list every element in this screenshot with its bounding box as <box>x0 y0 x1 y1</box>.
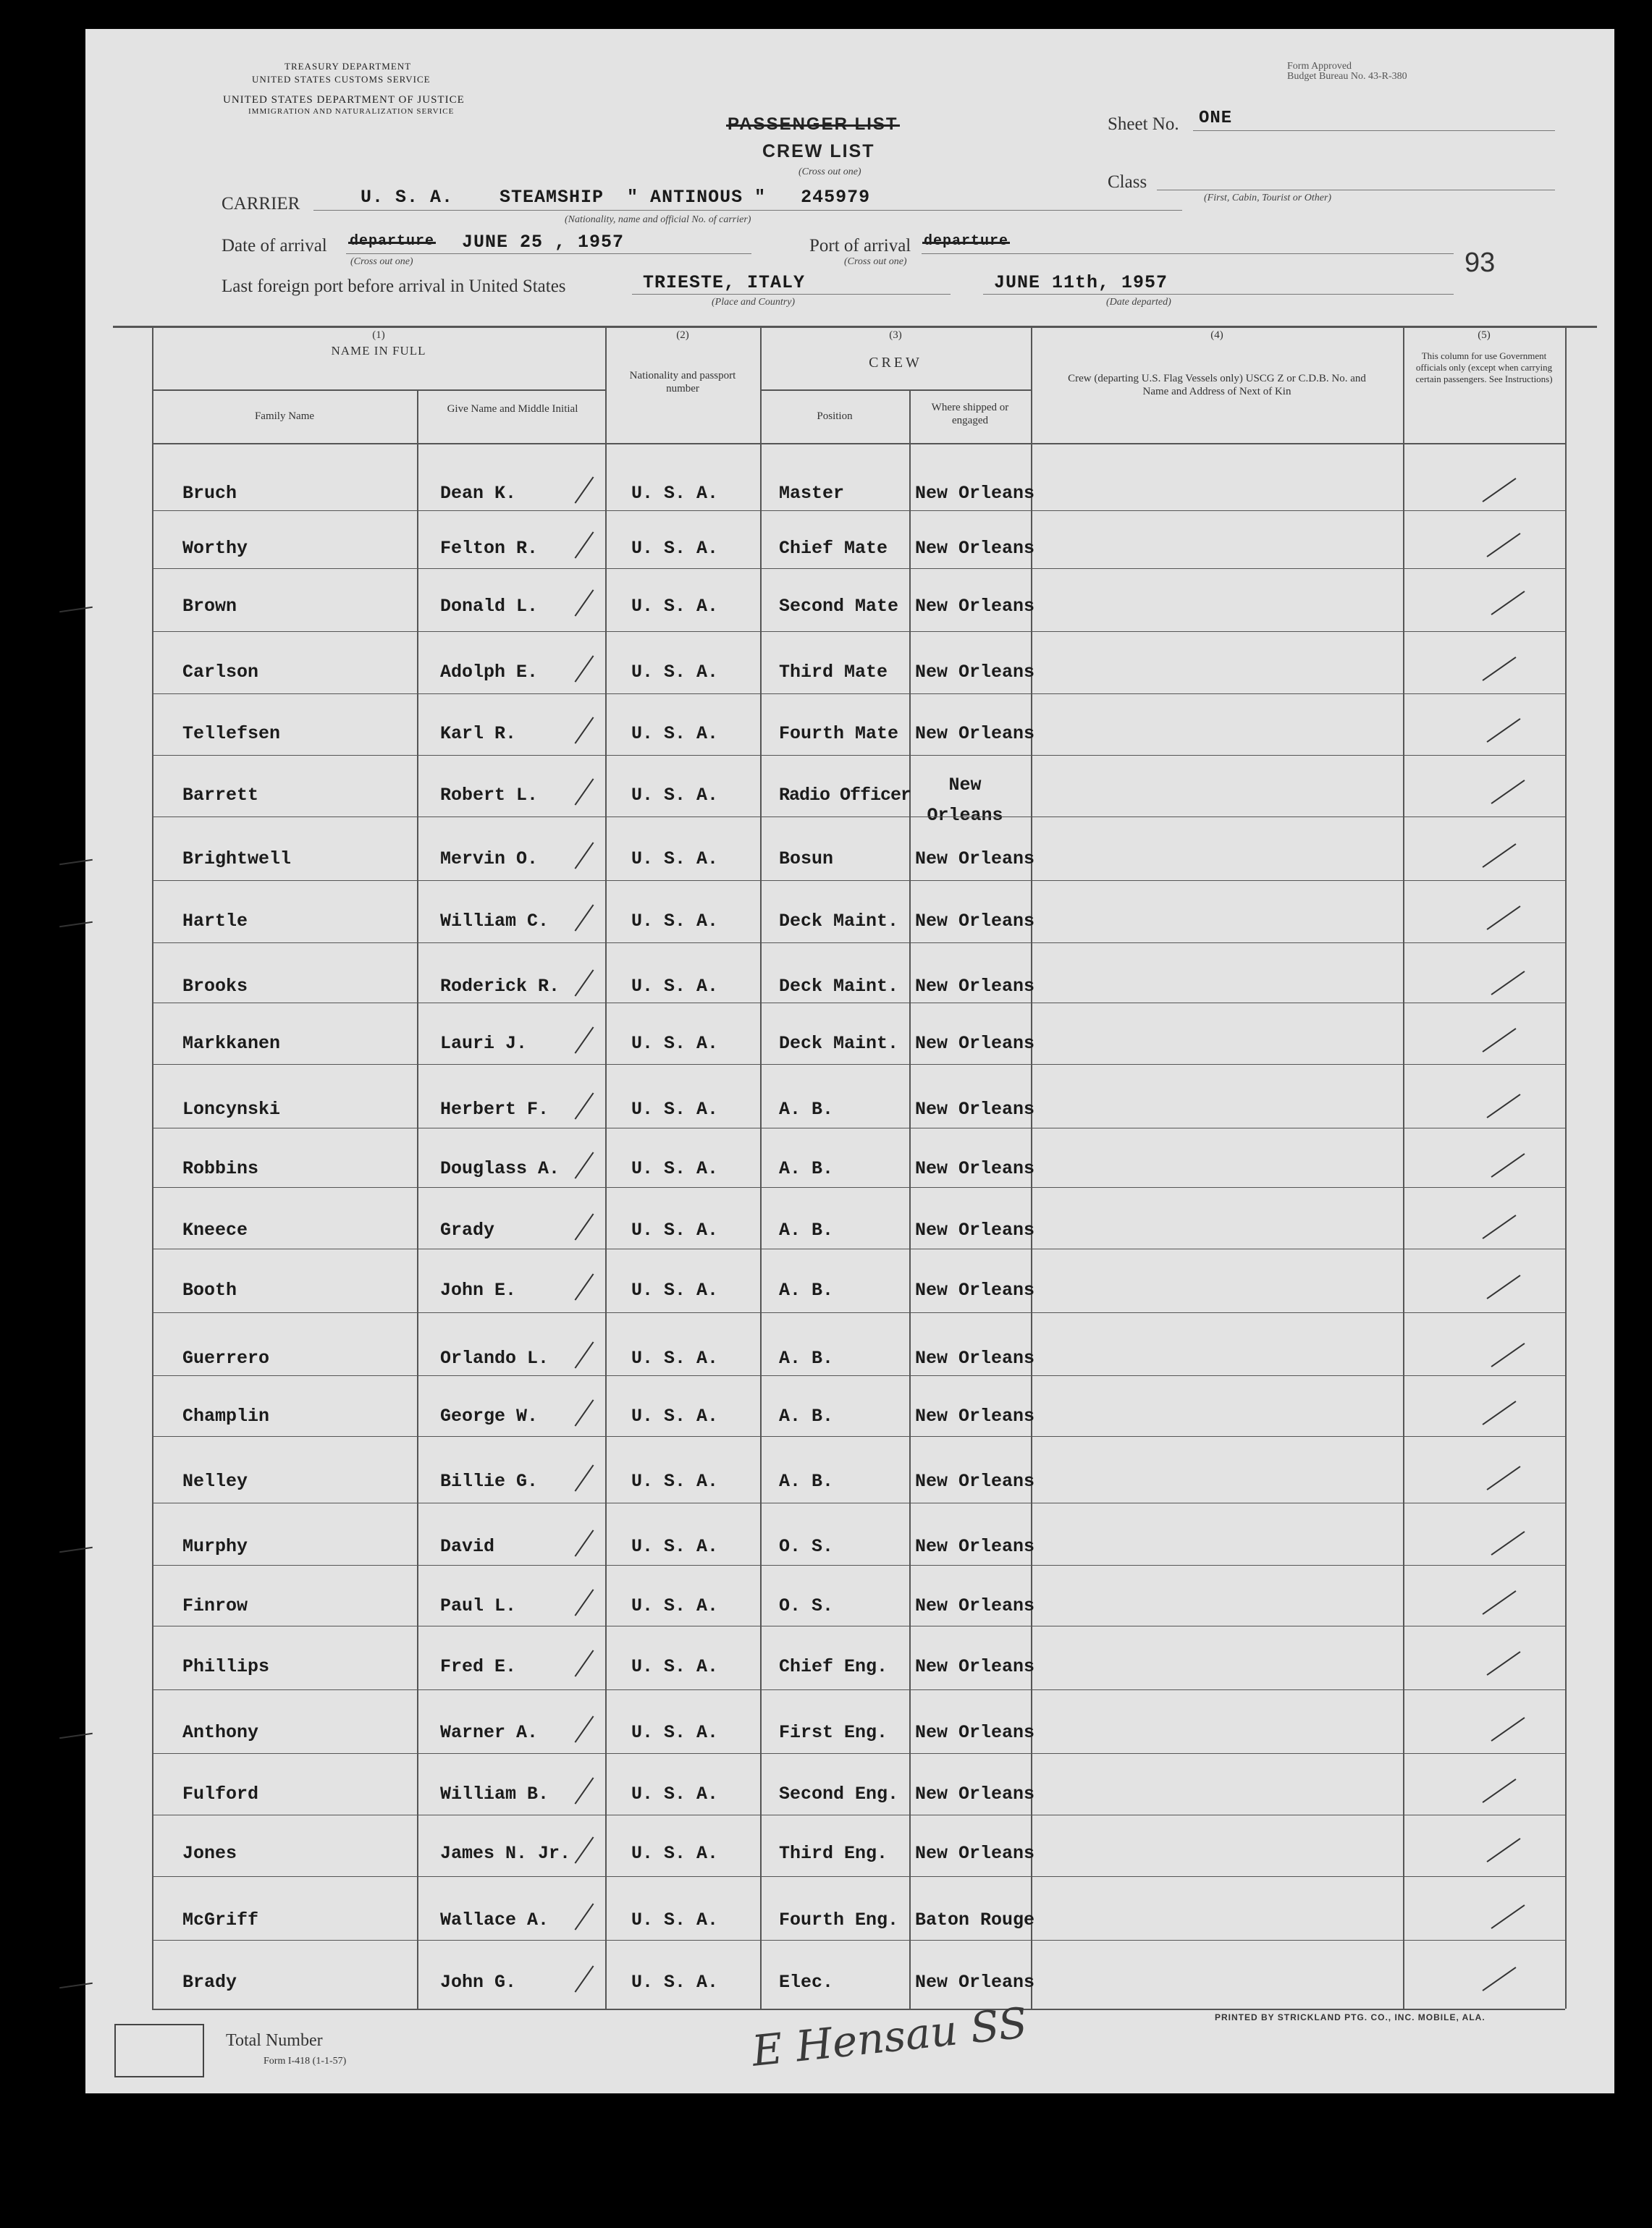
check-mark-icon <box>1486 718 1520 743</box>
position-cell: O. S. <box>779 1595 834 1616</box>
family-name-cell: Finrow <box>182 1595 248 1616</box>
check-mark-icon <box>1491 780 1525 804</box>
check-mark-icon <box>575 1092 594 1119</box>
where-shipped-cell: New Orleans <box>915 1843 1035 1864</box>
margin-tick-icon <box>59 607 93 612</box>
check-mark-icon <box>575 1716 594 1742</box>
total-number-label: Total Number <box>226 2031 323 2050</box>
where-shipped-cell: New Orleans <box>915 723 1035 744</box>
where-shipped-cell: New Orleans <box>915 1033 1035 1054</box>
row-separator <box>152 755 1565 756</box>
check-mark-icon <box>575 717 594 743</box>
col1-number: (1) <box>372 329 385 341</box>
row-separator <box>152 1876 1565 1877</box>
check-mark-icon <box>1491 1717 1525 1742</box>
family-name-cell: Kneece <box>182 1220 248 1241</box>
nationality-cell: U. S. A. <box>631 662 719 683</box>
nationality-cell: U. S. A. <box>631 976 719 997</box>
position-cell: Elec. <box>779 1972 834 1993</box>
date-note: (Cross out one) <box>350 256 413 267</box>
family-name-cell: Brooks <box>182 976 248 997</box>
carrier-note: (Nationality, name and official No. of carrier) <box>565 214 751 225</box>
nationality-cell: U. S. A. <box>631 1033 719 1054</box>
document-sheet <box>85 29 1614 2093</box>
given-name-cell: Donald L. <box>440 596 539 617</box>
check-mark-icon <box>575 1273 594 1300</box>
where-shipped-cell: New Orleans <box>915 1784 1035 1805</box>
where-shipped-cell: New Orleans <box>915 1536 1035 1557</box>
position-cell: Chief Mate <box>779 538 888 559</box>
given-name-cell: Roderick R. <box>440 976 560 997</box>
check-mark-icon <box>1486 1466 1520 1490</box>
where-shipped-cell: New Orleans <box>927 775 1003 826</box>
position-cell: A. B. <box>779 1280 834 1301</box>
nationality-cell: U. S. A. <box>631 785 719 806</box>
given-name-cell: Billie G. <box>440 1471 539 1492</box>
family-name-cell: Phillips <box>182 1656 270 1677</box>
check-mark-icon <box>575 1650 594 1676</box>
col3-title: CREW <box>869 355 922 371</box>
carrier-label: CARRIER <box>222 194 300 214</box>
nationality-cell: U. S. A. <box>631 1158 719 1179</box>
given-name-cell: Dean K. <box>440 483 517 504</box>
col5-number: (5) <box>1478 329 1491 341</box>
given-name-cell: Wallace A. <box>440 1910 549 1930</box>
date-value: JUNE 25 , 1957 <box>462 232 625 253</box>
class-label: Class <box>1108 172 1147 192</box>
given-name-cell: Felton R. <box>440 538 539 559</box>
check-mark-icon <box>575 969 594 996</box>
where-shipped-cell: New Orleans <box>915 662 1035 683</box>
position-cell: A. B. <box>779 1471 834 1492</box>
position-cell: Bosun <box>779 848 834 869</box>
check-mark-icon <box>575 476 594 503</box>
form-number: Form I-418 (1-1-57) <box>264 2056 347 2067</box>
date-struck: departure <box>350 233 435 250</box>
sheet-label: Sheet No. <box>1108 114 1179 134</box>
given-name-cell: William B. <box>440 1784 549 1805</box>
given-name-cell: John G. <box>440 1972 517 1993</box>
family-name-cell: Hartle <box>182 911 248 932</box>
nationality-cell: U. S. A. <box>631 1099 719 1120</box>
position-cell: Master <box>779 483 845 504</box>
family-name-cell: Tellefsen <box>182 723 281 744</box>
printer-imprint: PRINTED BY STRICKLAND PTG. CO., INC. MOBILE, ALA. <box>1215 2012 1485 2022</box>
check-mark-icon <box>575 1965 594 1992</box>
page-number: 93 <box>1465 248 1496 278</box>
check-mark-icon <box>575 531 594 558</box>
row-separator <box>152 1940 1565 1941</box>
position-cell: A. B. <box>779 1099 834 1120</box>
nationality-cell: U. S. A. <box>631 1536 719 1557</box>
check-mark-icon <box>575 904 594 931</box>
check-mark-icon <box>1491 1153 1525 1178</box>
row-separator <box>152 942 1565 943</box>
check-mark-icon <box>575 1152 594 1178</box>
col3-number: (3) <box>889 329 902 341</box>
position-cell: Radio Officer <box>779 785 911 806</box>
where-shipped-cell: New Orleans <box>915 1348 1035 1369</box>
nationality-cell: U. S. A. <box>631 1595 719 1616</box>
check-mark-icon <box>575 1529 594 1556</box>
family-name-cell: Brown <box>182 596 237 617</box>
check-mark-icon <box>1491 971 1525 995</box>
margin-tick-icon <box>59 921 93 927</box>
where-shipped-cell: New Orleans <box>915 1722 1035 1743</box>
row-separator <box>152 1312 1565 1313</box>
position-cell: Fourth Mate <box>779 723 899 744</box>
nationality-cell: U. S. A. <box>631 596 719 617</box>
check-mark-icon <box>1486 1094 1520 1118</box>
family-name-cell: Fulford <box>182 1784 259 1805</box>
given-name-cell: John E. <box>440 1280 517 1301</box>
row-separator <box>152 1689 1565 1690</box>
date-label: Date of arrival <box>222 236 327 256</box>
given-name-cell: Fred E. <box>440 1656 517 1677</box>
check-mark-icon <box>575 1589 594 1616</box>
nationality-cell: U. S. A. <box>631 1348 719 1369</box>
check-mark-icon <box>1482 1028 1516 1052</box>
col-where-shipped: Where shipped or engaged <box>931 402 1009 426</box>
check-mark-icon <box>1486 1838 1520 1862</box>
page-title: CREW LIST <box>762 141 875 161</box>
where-shipped-cell: New Orleans <box>915 848 1035 869</box>
check-mark-icon <box>1486 533 1520 557</box>
check-mark-icon <box>575 589 594 616</box>
check-mark-icon <box>575 1213 594 1240</box>
check-mark-icon <box>1482 657 1516 681</box>
check-mark-icon <box>1491 1343 1525 1367</box>
check-mark-icon <box>575 1399 594 1426</box>
check-mark-icon <box>575 655 594 682</box>
row-separator <box>152 1565 1565 1566</box>
port-note: (Cross out one) <box>844 256 907 267</box>
departed-note: (Date departed) <box>1106 297 1171 308</box>
position-cell: Third Mate <box>779 662 888 683</box>
row-separator <box>152 1753 1565 1754</box>
row-separator <box>152 1436 1565 1437</box>
nationality-cell: U. S. A. <box>631 1722 719 1743</box>
position-cell: A. B. <box>779 1220 834 1241</box>
family-name-cell: Loncynski <box>182 1099 281 1120</box>
row-separator <box>152 631 1565 632</box>
family-name-cell: McGriff <box>182 1910 259 1930</box>
nationality-cell: U. S. A. <box>631 483 719 504</box>
family-name-cell: Markkanen <box>182 1033 281 1054</box>
given-name-cell: Orlando L. <box>440 1348 549 1369</box>
check-mark-icon <box>575 1026 594 1053</box>
check-mark-icon <box>1491 1904 1525 1929</box>
position-cell: Fourth Eng. <box>779 1910 899 1930</box>
position-cell: A. B. <box>779 1406 834 1427</box>
check-mark-icon <box>1482 1401 1516 1425</box>
title-struck: PASSENGER LIST <box>728 114 898 134</box>
form-approved: Form Approved <box>1287 61 1352 72</box>
carrier-value: U. S. A. STEAMSHIP " ANTINOUS " 245979 <box>361 187 871 208</box>
col-family-name: Family Name <box>254 410 315 422</box>
check-mark-icon <box>575 1777 594 1804</box>
col-position: Position <box>817 410 853 422</box>
col-given-name: Give Name and Middle Initial <box>447 403 578 415</box>
row-separator <box>152 510 1565 511</box>
given-name-cell: Lauri J. <box>440 1033 528 1054</box>
position-cell: A. B. <box>779 1158 834 1179</box>
last-port-label: Last foreign port before arrival in United States <box>222 277 566 296</box>
given-name-cell: Paul L. <box>440 1595 517 1616</box>
margin-tick-icon <box>59 1983 93 1988</box>
where-shipped-cell: New Orleans <box>915 1099 1035 1120</box>
nationality-cell: U. S. A. <box>631 1220 719 1241</box>
row-separator <box>152 880 1565 881</box>
where-shipped-cell: New Orleans <box>915 1406 1035 1427</box>
where-shipped-cell: New Orleans <box>915 1972 1035 1993</box>
nationality-cell: U. S. A. <box>631 1406 719 1427</box>
sheet-value: ONE <box>1199 109 1233 128</box>
check-mark-icon <box>1482 478 1516 502</box>
check-mark-icon <box>575 842 594 869</box>
where-shipped-cell: New Orleans <box>915 1280 1035 1301</box>
last-port-value: TRIESTE, ITALY <box>643 272 806 293</box>
where-shipped-cell: New Orleans <box>915 911 1035 932</box>
row-separator <box>152 1375 1565 1376</box>
signature: E Hensau SS <box>749 1998 1030 2076</box>
check-mark-icon <box>1486 1275 1520 1299</box>
given-name-cell: Warner A. <box>440 1722 539 1743</box>
given-name-cell: Robert L. <box>440 785 539 806</box>
where-shipped-cell: New Orleans <box>915 538 1035 559</box>
where-shipped-cell: New Orleans <box>915 1220 1035 1241</box>
col2-number: (2) <box>676 329 689 341</box>
family-name-cell: Anthony <box>182 1722 259 1743</box>
margin-tick-icon <box>59 1733 93 1739</box>
port-label: Port of arrival <box>809 236 911 256</box>
check-mark-icon <box>575 1464 594 1491</box>
family-name-cell: Robbins <box>182 1158 259 1179</box>
margin-tick-icon <box>59 1547 93 1553</box>
margin-tick-icon <box>59 859 93 865</box>
position-cell: Second Mate <box>779 596 899 617</box>
nationality-cell: U. S. A. <box>631 1280 719 1301</box>
where-shipped-cell: New Orleans <box>915 1471 1035 1492</box>
position-cell: O. S. <box>779 1536 834 1557</box>
check-mark-icon <box>1491 591 1525 615</box>
family-name-cell: Booth <box>182 1280 237 1301</box>
check-mark-icon <box>575 1836 594 1863</box>
position-cell: Deck Maint. <box>779 911 899 932</box>
check-mark-icon <box>1482 1778 1516 1803</box>
where-shipped-cell: New Orleans <box>915 1595 1035 1616</box>
family-name-cell: Murphy <box>182 1536 248 1557</box>
last-port-note: (Place and Country) <box>712 297 796 308</box>
nationality-cell: U. S. A. <box>631 1910 719 1930</box>
nationality-cell: U. S. A. <box>631 538 719 559</box>
row-separator <box>152 693 1565 694</box>
family-name-cell: Champlin <box>182 1406 270 1427</box>
row-separator <box>152 1064 1565 1065</box>
table-top-border <box>113 326 1597 328</box>
family-name-cell: Nelley <box>182 1471 248 1492</box>
check-mark-icon <box>1482 843 1516 868</box>
col1-title: NAME IN FULL <box>331 344 426 358</box>
departed-value: JUNE 11th, 1957 <box>994 272 1168 293</box>
nationality-cell: U. S. A. <box>631 1656 719 1677</box>
agency-ins: IMMIGRATION AND NATURALIZATION SERVICE <box>248 107 455 116</box>
family-name-cell: Jones <box>182 1843 237 1864</box>
budget-bureau: Budget Bureau No. 43-R-380 <box>1287 71 1407 82</box>
family-name-cell: Brightwell <box>182 848 292 869</box>
nationality-cell: U. S. A. <box>631 1784 719 1805</box>
check-mark-icon <box>1491 1531 1525 1556</box>
family-name-cell: Carlson <box>182 662 259 683</box>
where-shipped-cell: New Orleans <box>915 1656 1035 1677</box>
total-number-box[interactable] <box>114 2024 204 2077</box>
where-shipped-cell: Baton Rouge <box>915 1910 1035 1930</box>
given-name-cell: George W. <box>440 1406 539 1427</box>
check-mark-icon <box>1486 906 1520 930</box>
family-name-cell: Guerrero <box>182 1348 270 1369</box>
check-mark-icon <box>1482 1590 1516 1615</box>
agency-justice: UNITED STATES DEPARTMENT OF JUSTICE <box>223 94 465 106</box>
position-cell: Third Eng. <box>779 1843 888 1864</box>
check-mark-icon <box>1486 1651 1520 1676</box>
title-note: (Cross out one) <box>798 166 861 177</box>
port-struck: departure <box>924 233 1009 250</box>
nationality-cell: U. S. A. <box>631 723 719 744</box>
given-name-cell: Herbert F. <box>440 1099 549 1120</box>
row-separator <box>152 816 1565 817</box>
where-shipped-cell: New Orleans <box>915 483 1035 504</box>
family-name-cell: Bruch <box>182 483 237 504</box>
check-mark-icon <box>575 778 594 805</box>
nationality-cell: U. S. A. <box>631 848 719 869</box>
given-name-cell: William C. <box>440 911 549 932</box>
family-name-cell: Worthy <box>182 538 248 559</box>
where-shipped-cell: New Orleans <box>915 976 1035 997</box>
row-separator <box>152 568 1565 569</box>
agency-customs: UNITED STATES CUSTOMS SERVICE <box>252 74 431 85</box>
where-shipped-cell: New Orleans <box>915 1158 1035 1179</box>
family-name-cell: Barrett <box>182 785 259 806</box>
nationality-cell: U. S. A. <box>631 1972 719 1993</box>
col2-title: Nationality and passport number <box>629 370 736 394</box>
given-name-cell: Mervin O. <box>440 848 539 869</box>
position-cell: A. B. <box>779 1348 834 1369</box>
given-name-cell: Grady <box>440 1220 495 1241</box>
col5-title: This column for use Government officials only (except when carrying certain passengers. See Instructions) <box>1415 350 1553 384</box>
check-mark-icon <box>1482 1215 1516 1239</box>
row-separator <box>152 1187 1565 1188</box>
agency-treasury: TREASURY DEPARTMENT <box>285 61 412 72</box>
col4-number: (4) <box>1210 329 1223 341</box>
check-mark-icon <box>575 1341 594 1368</box>
col4-title: Crew (departing U.S. Flag Vessels only) USCG Z or C.D.B. No. and Name and Address of Next of Kin <box>1068 373 1366 397</box>
nationality-cell: U. S. A. <box>631 911 719 932</box>
check-mark-icon <box>1482 1967 1516 1991</box>
position-cell: Deck Maint. <box>779 976 899 997</box>
given-name-cell: Adolph E. <box>440 662 539 683</box>
given-name-cell: Douglass A. <box>440 1158 560 1179</box>
family-name-cell: Brady <box>182 1972 237 1993</box>
nationality-cell: U. S. A. <box>631 1471 719 1492</box>
where-shipped-cell: New Orleans <box>915 596 1035 617</box>
given-name-cell: James N. Jr. <box>440 1843 571 1864</box>
class-note: (First, Cabin, Tourist or Other) <box>1204 193 1332 203</box>
position-cell: Chief Eng. <box>779 1656 888 1677</box>
nationality-cell: U. S. A. <box>631 1843 719 1864</box>
position-cell: Deck Maint. <box>779 1033 899 1054</box>
given-name-cell: David <box>440 1536 495 1557</box>
position-cell: First Eng. <box>779 1722 888 1743</box>
position-cell: Second Eng. <box>779 1784 899 1805</box>
check-mark-icon <box>575 1903 594 1930</box>
given-name-cell: Karl R. <box>440 723 517 744</box>
